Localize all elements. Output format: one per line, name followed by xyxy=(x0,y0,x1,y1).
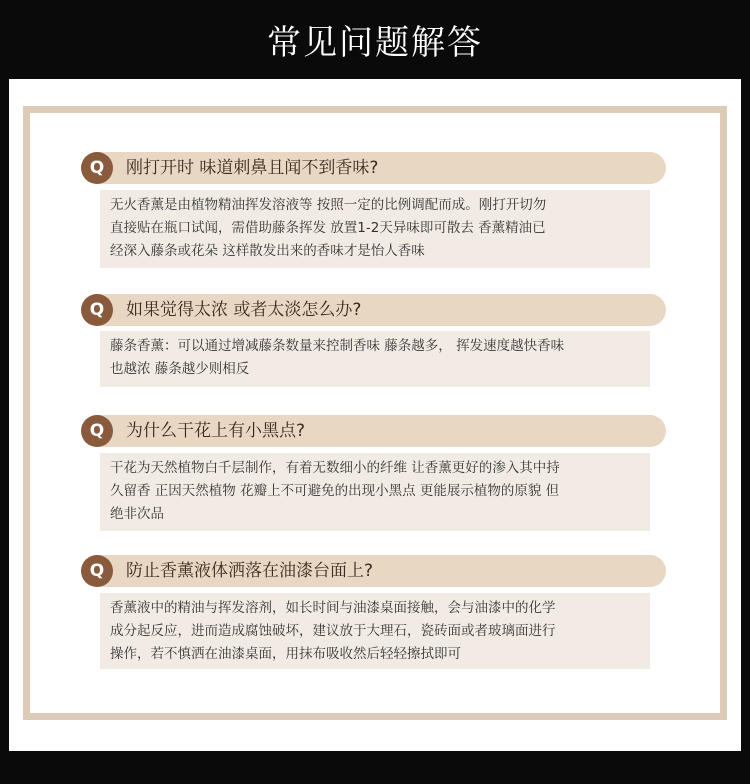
answer-line: 直接贴在瓶口试闻，需借助藤条挥发 放置1-2天异味即可散去 香薰精油已 xyxy=(110,220,546,236)
question-bar xyxy=(82,555,666,587)
answer-line: 香薰液中的精油与挥发溶剂，如长时间与油漆桌面接触，会与油漆中的化学 xyxy=(110,600,556,616)
answer-line: 经深入藤条或花朵 这样散发出来的香味才是怡人香味 xyxy=(110,243,425,259)
answer-line: 久留香 正因天然植物 花瓣上不可避免的出现小黑点 更能展示植物的原貌 但 xyxy=(110,483,560,499)
answer-box xyxy=(100,593,650,669)
answer-line: 无火香薰是由植物精油挥发溶液等 按照一定的比例调配而成。刚打开切勿 xyxy=(110,197,547,213)
answer-box xyxy=(100,331,650,387)
answer-line: 藤条香薰：可以通过增减藤条数量来控制香味 藤条越多， 挥发速度越快香味 xyxy=(110,338,565,354)
answer-line: 操作，若不慎洒在油漆桌面，用抹布吸收然后轻轻擦拭即可 xyxy=(110,646,461,662)
page-title: 常见问题解答 xyxy=(267,22,483,63)
question-badge-icon: Q xyxy=(81,294,113,326)
answer-line: 成分起反应，进而造成腐蚀破坏，建议放于大理石，瓷砖面或者玻璃面进行 xyxy=(110,623,556,639)
answer-box xyxy=(100,190,650,268)
question-bar xyxy=(82,152,666,184)
question-text: 如果觉得太浓 或者太淡怎么办? xyxy=(126,300,362,320)
question-text: 为什么干花上有小黑点? xyxy=(126,421,306,441)
answer-line: 干花为天然植物白千层制作，有着无数细小的纤维 让香薰更好的渗入其中持 xyxy=(110,460,560,476)
question-bar xyxy=(82,415,666,447)
answer-line: 也越浓 藤条越少则相反 xyxy=(110,361,250,377)
question-badge-icon: Q xyxy=(81,555,113,587)
answer-line: 绝非次品 xyxy=(110,506,164,522)
answer-box xyxy=(100,453,650,531)
question-text: 刚打开时 味道刺鼻且闻不到香味? xyxy=(126,158,379,178)
question-text: 防止香薰液体洒落在油漆台面上? xyxy=(126,561,374,581)
question-badge-icon: Q xyxy=(81,415,113,447)
question-bar xyxy=(82,294,666,326)
question-badge-icon: Q xyxy=(81,152,113,184)
